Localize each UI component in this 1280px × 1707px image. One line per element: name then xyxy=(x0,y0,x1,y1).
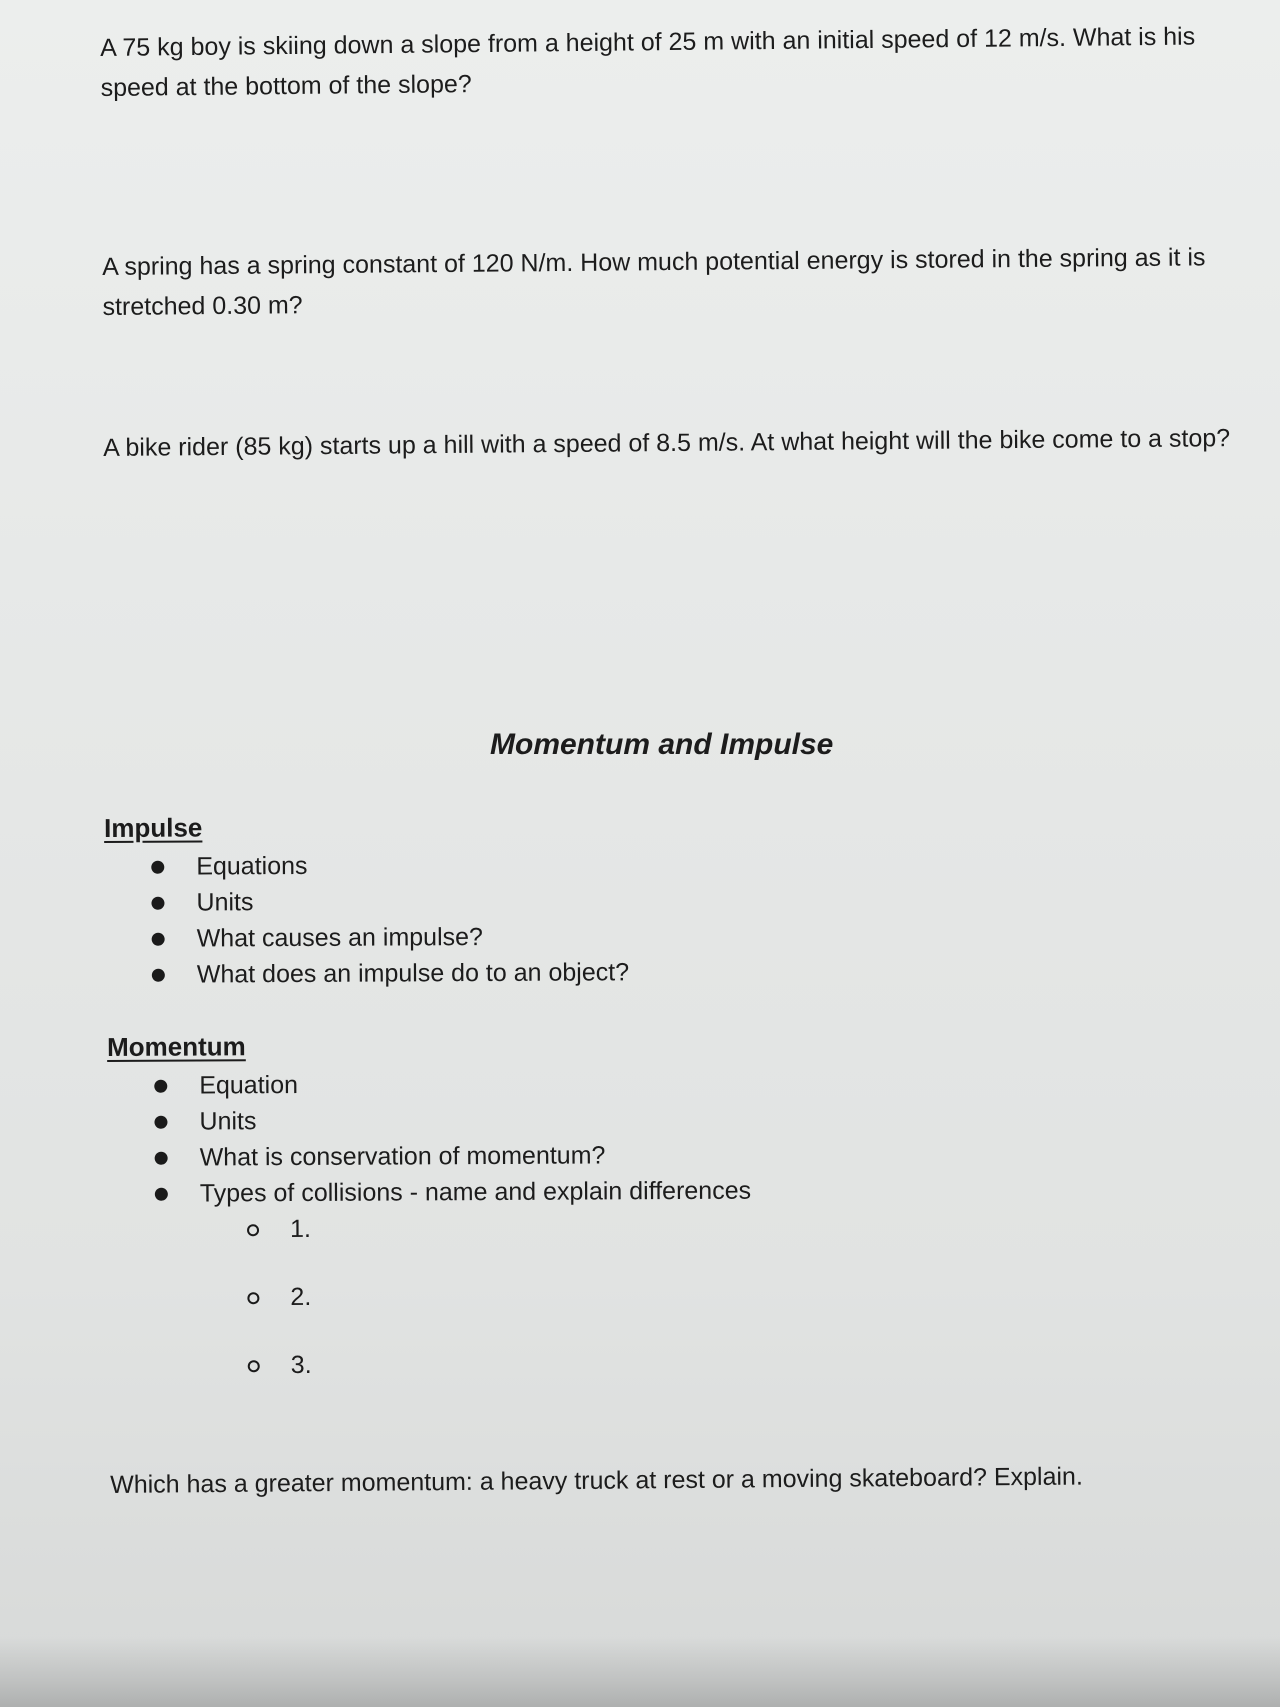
list-item-label: What is conservation of momentum? xyxy=(199,1141,606,1172)
sub-list-item xyxy=(108,1277,751,1316)
list-item xyxy=(105,954,629,993)
page-edge-shadow xyxy=(0,1637,1280,1707)
impulse-heading: Impulse xyxy=(104,812,203,843)
circle-bullet-icon xyxy=(248,1360,260,1372)
list-item xyxy=(108,1173,751,1212)
list-item xyxy=(107,1101,750,1140)
sub-list-item xyxy=(108,1209,751,1248)
question-spring: A spring has a spring constant of 120 N/m. How much potential energy is stored in the spring as it is stretched 0.30 m? xyxy=(102,243,1206,321)
question-truck-skateboard: Which has a greater momentum: a heavy truck at rest or a moving skateboard? Explain. xyxy=(110,1462,1083,1499)
list-item-label: Types of collisions - name and explain differences xyxy=(199,1176,752,1208)
momentum-section xyxy=(107,1029,752,1384)
bullet-icon xyxy=(151,861,164,874)
circle-bullet-icon xyxy=(247,1224,259,1236)
bullet-icon xyxy=(154,1080,167,1093)
bullet-icon xyxy=(155,1188,168,1201)
bullet-icon xyxy=(155,1152,168,1165)
list-item xyxy=(104,846,628,885)
collision-types-list xyxy=(108,1209,752,1384)
circle-bullet-icon xyxy=(247,1292,259,1304)
momentum-heading: Momentum xyxy=(107,1031,246,1062)
sub-list-item-label: 1. xyxy=(289,1214,311,1244)
bullet-icon xyxy=(151,897,164,910)
sub-list-item xyxy=(109,1345,752,1384)
list-item-label: What does an impulse do to an object? xyxy=(196,958,630,989)
question-skier: A 75 kg boy is skiing down a slope from a height of 25 m with an initial speed of 12 m/s. What is his speed at the bottom of the slope? xyxy=(100,22,1196,102)
sub-list-item-label: 3. xyxy=(290,1350,312,1380)
list-item-label: Equations xyxy=(196,851,308,881)
impulse-list xyxy=(104,846,629,993)
list-item-label: Units xyxy=(199,1107,257,1136)
bullet-icon xyxy=(152,933,165,946)
list-item xyxy=(104,882,628,921)
momentum-list xyxy=(107,1065,751,1212)
bullet-icon xyxy=(154,1116,167,1129)
section-title: Momentum and Impulse xyxy=(490,728,834,761)
impulse-section xyxy=(104,810,629,993)
sub-list-item-label: 2. xyxy=(290,1282,312,1312)
list-item xyxy=(107,1065,750,1104)
list-item-label: What causes an impulse? xyxy=(196,923,483,953)
list-item xyxy=(105,918,629,957)
list-item xyxy=(108,1137,751,1176)
question-bike-rider: A bike rider (85 kg) starts up a hill with a speed of 8.5 m/s. At what height will the bike come to a stop? xyxy=(103,424,1231,462)
list-item-label: Equation xyxy=(199,1071,299,1100)
list-item-label: Units xyxy=(196,888,254,917)
bullet-icon xyxy=(152,969,165,982)
